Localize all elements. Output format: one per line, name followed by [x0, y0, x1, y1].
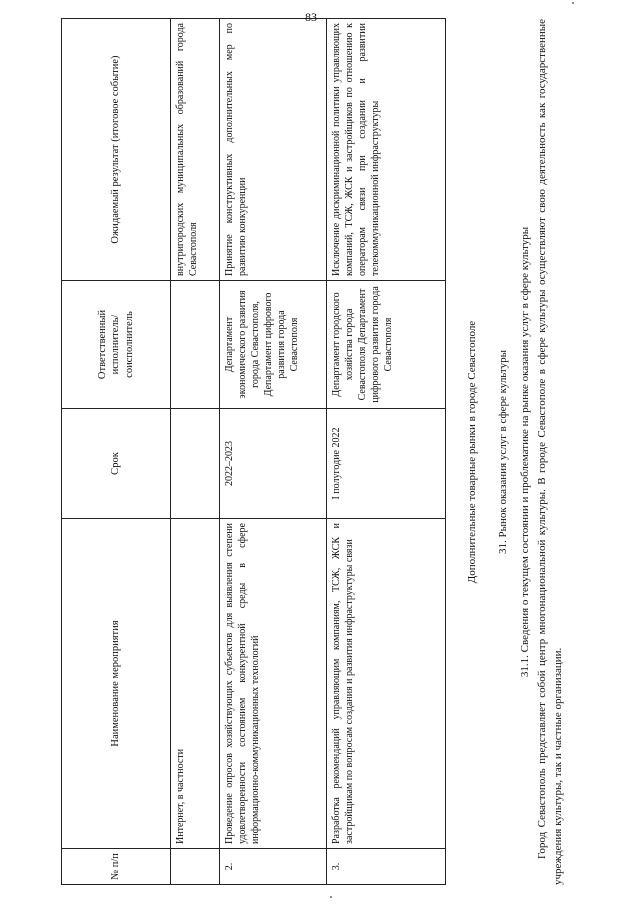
row-activity: Интернет, в частности	[171, 519, 220, 849]
row-result: внутригородских муниципальных образований города Севастополя	[171, 19, 220, 281]
activities-table	[61, 18, 446, 885]
table-row	[171, 19, 220, 885]
row-activity: Разработка рекомендаций управляющим компаниям, ТСЖ, ЖСК и застройщикам по вопросам создания и развития инфраструктуры связи	[327, 519, 446, 849]
table-row	[220, 19, 327, 885]
row-responsible: Департамент городского хозяйства города Севастополя Департамент цифрового развития города Севастополя	[327, 281, 446, 409]
body-text	[464, 19, 567, 885]
row-term: I полугодие 2022	[327, 409, 446, 519]
row-responsible: Департамент экономического развития города Севастополя, Департамент цифрового развития города Севастополя	[220, 281, 327, 409]
table-header-row	[62, 19, 171, 885]
header-result: Ожидаемый результат (итоговое событие)	[62, 19, 171, 281]
scan-speck	[330, 896, 332, 898]
header-responsible: Ответственный исполнитель/ соисполнитель	[62, 281, 171, 409]
rotated-page-content	[61, 19, 564, 885]
row-term: 2022–2023	[220, 409, 327, 519]
scan-speck	[572, 2, 574, 4]
header-term: Срок	[62, 409, 171, 519]
row-responsible	[171, 281, 220, 409]
table-row	[327, 19, 446, 885]
row-number: 3.	[327, 849, 446, 885]
row-term	[171, 409, 220, 519]
row-result: Принятие конструктивных дополнительных мер по развитию конкуренции	[220, 19, 327, 281]
row-number	[171, 849, 220, 885]
subsubsection-title: 31.1. Сведения о текущем состоянии и проблематике на рынке оказания услуг в сфере культуры	[519, 226, 531, 678]
section-title: Дополнительные товарные рынки в городе Севастополе	[466, 320, 478, 584]
header-number: № п/п	[62, 849, 171, 885]
row-result: Исключение дискриминационной политики управляющих компаний, ТСЖ, ЖСК и застройщиков по отношению к операторам связи при создании и развитии телекоммуникационной инфраструктуры	[327, 19, 446, 281]
row-activity: Проведение опросов хозяйствующих субъектов для выявления степени удовлетворенности состоянием конкурентной среды в сфере информационно-коммуникационных технологий	[220, 519, 327, 849]
header-activity: Наименование мероприятия	[62, 519, 171, 849]
row-number: 2.	[220, 849, 327, 885]
subsection-title: 31. Рынок оказания услуг в сфере культуры	[496, 350, 509, 554]
paragraph: Город Севастополь представляет собой центр многонациональной культуры. В городе Севастополе в сфере культуры осуществляют свою деятельность как государственные учреждения культуры, так и частные организации.	[535, 19, 564, 885]
page-number: 83	[305, 10, 317, 24]
